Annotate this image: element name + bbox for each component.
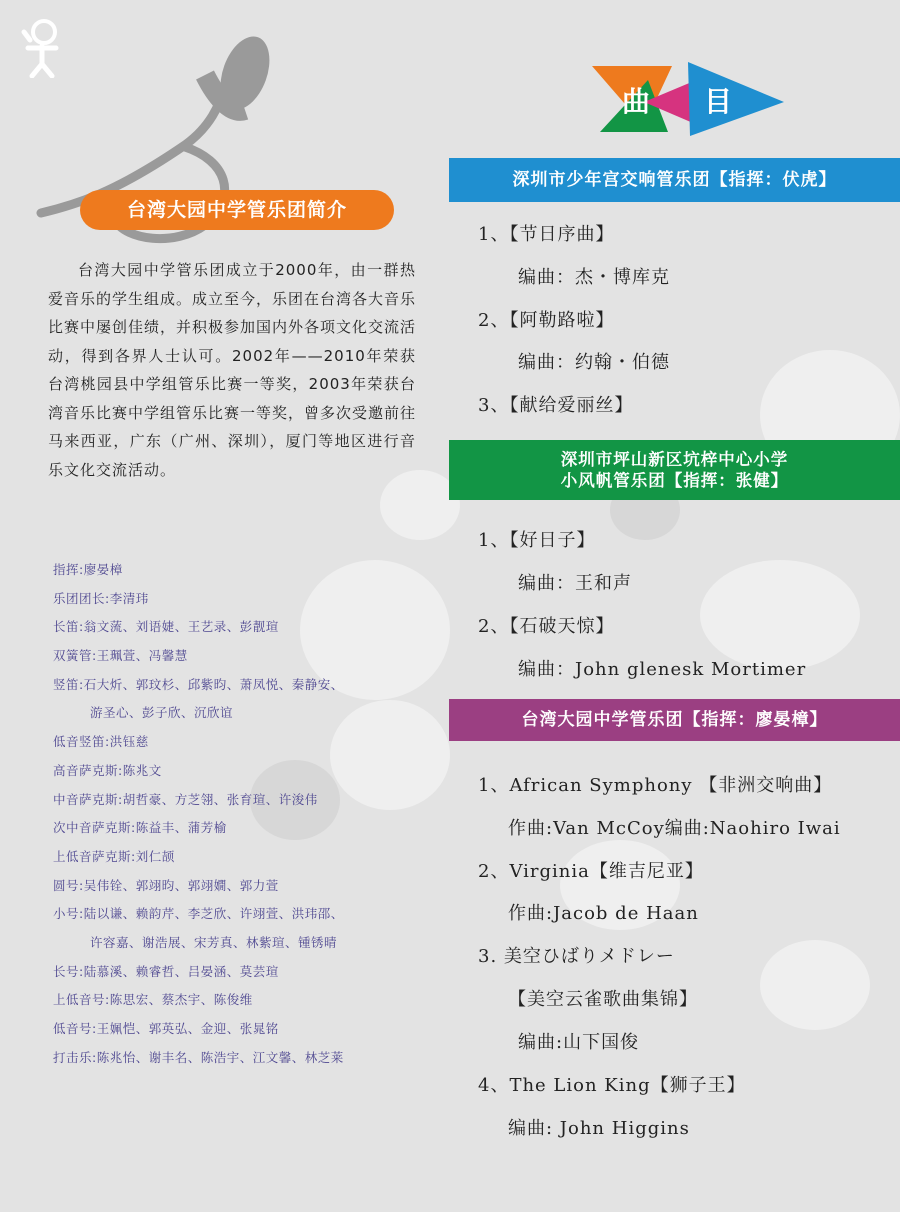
program-item: 3、【献给爱丽丝】 — [478, 395, 634, 416]
member-line: 低音号:王姵恺、郭英弘、金迎、张晁铭 — [53, 1021, 279, 1036]
section-header-3: 台湾大园中学管乐团【指挥：廖晏樟】 — [449, 699, 900, 741]
member-line: 游圣心、彭子欣、沉欣谊 — [90, 705, 234, 721]
member-line: 打击乐:陈兆怡、谢丰名、陈浩宇、江文馨、林芝莱 — [53, 1049, 344, 1065]
paint-splash — [700, 560, 860, 670]
section-header-1: 深圳市少年宫交响管乐团【指挥：伏虎】 — [449, 158, 900, 202]
program-item: 1、【好日子】 — [478, 530, 596, 551]
section-header-2-line-1: 深圳市坪山新区坑梓中心小学 — [560, 450, 789, 469]
program-title-char-2: 目 — [704, 85, 733, 118]
program-title-char-1: 曲 — [622, 85, 651, 118]
program-item: 编曲：John glenesk Mortimer — [518, 659, 807, 680]
member-line: 次中音萨克斯:陈益丰、蒲芳榆 — [53, 820, 227, 836]
program-item: 【美空云雀歌曲集锦】 — [508, 989, 698, 1010]
section-header-2-line-2: 小风帆管乐团【指挥：张健】 — [560, 471, 789, 490]
section-header-2 — [449, 440, 900, 500]
member-line: 上低音萨克斯:刘仁颉 — [53, 848, 175, 864]
member-line: 低音竖笛:洪钰慈 — [53, 734, 149, 750]
member-line: 中音萨克斯:胡哲豪、方芝翎、张育瑄、许浚伟 — [53, 791, 318, 807]
intro-title: 台湾大园中学管乐团简介 — [80, 190, 394, 230]
badge-shapes — [588, 58, 788, 138]
member-line: 长笛:翁文蓅、刘语婕、王艺录、彭靓瑄 — [53, 619, 279, 635]
program-badge — [588, 58, 788, 138]
program-item: 2、【阿勒路啦】 — [478, 310, 615, 331]
member-line: 高音萨克斯:陈兆文 — [53, 762, 162, 778]
member-line: 长号:陆慕溪、赖睿哲、吕晏涵、莫芸瑄 — [53, 963, 279, 979]
program-item: 作曲:Jacob de Haan — [508, 903, 699, 924]
program-item: 1、【节日序曲】 — [478, 224, 615, 245]
member-line: 竖笛:石大炘、郭玟杉、邱紫昀、萧凤悦、秦静安、 — [53, 676, 344, 692]
program-item: 4、The Lion King【狮子王】 — [478, 1075, 746, 1096]
member-line: 上低音号:陈思宏、蔡杰宇、陈俊维 — [53, 992, 253, 1008]
member-line: 指挥:廖晏樟 — [53, 562, 123, 577]
member-line: 乐团团长:李清玮 — [53, 590, 149, 606]
member-list — [53, 556, 423, 1072]
program-item: 编曲：杰・博库克 — [518, 267, 670, 288]
program-item: 编曲: John Higgins — [508, 1118, 690, 1139]
program-item: 2、Virginia【维吉尼亚】 — [478, 861, 704, 882]
program-item: 1、African Symphony 【非洲交响曲】 — [478, 775, 833, 796]
member-line: 圆号:吴伟铨、郭翊昀、郭翊嫺、郭力萱 — [53, 877, 279, 893]
program-item: 3. 美空ひばりメドレー — [478, 946, 675, 967]
member-line: 双簧管:王珮萱、冯馨慧 — [53, 648, 188, 664]
program-item: 编曲:山下国俊 — [518, 1032, 640, 1053]
intro-paragraph: 台湾大园中学管乐团成立于2000年，由一群热爱音乐的学生组成。成立至今，乐团在台湾各大音乐比赛中屡创佳绩，并积极参加国内外各项文化交流活动，得到各界人士认可。2002年——2010年荣获台湾桃园县中学组管乐比赛一等奖，2003年荣获台湾音乐比赛中学组管乐比赛一等奖，曾多次受邀前往马来西亚，广东（广州、深圳），厦门等地区进行音乐文化交流活动。 — [48, 261, 417, 479]
program-item: 作曲:Van McCoy编曲:Naohiro Iwai — [508, 818, 841, 839]
member-line: 许容嘉、谢浩展、宋芳真、林紫瑄、锺锈晴 — [90, 934, 338, 950]
paint-splash — [760, 940, 870, 1030]
program-item: 编曲：王和声 — [518, 573, 632, 594]
program-item: 2、【石破天惊】 — [478, 616, 615, 637]
program-item: 编曲：约翰・伯德 — [518, 352, 670, 373]
member-line: 小号:陆以谦、赖韵芹、李芝欣、许翊萱、洪玮邵、 — [53, 906, 344, 922]
